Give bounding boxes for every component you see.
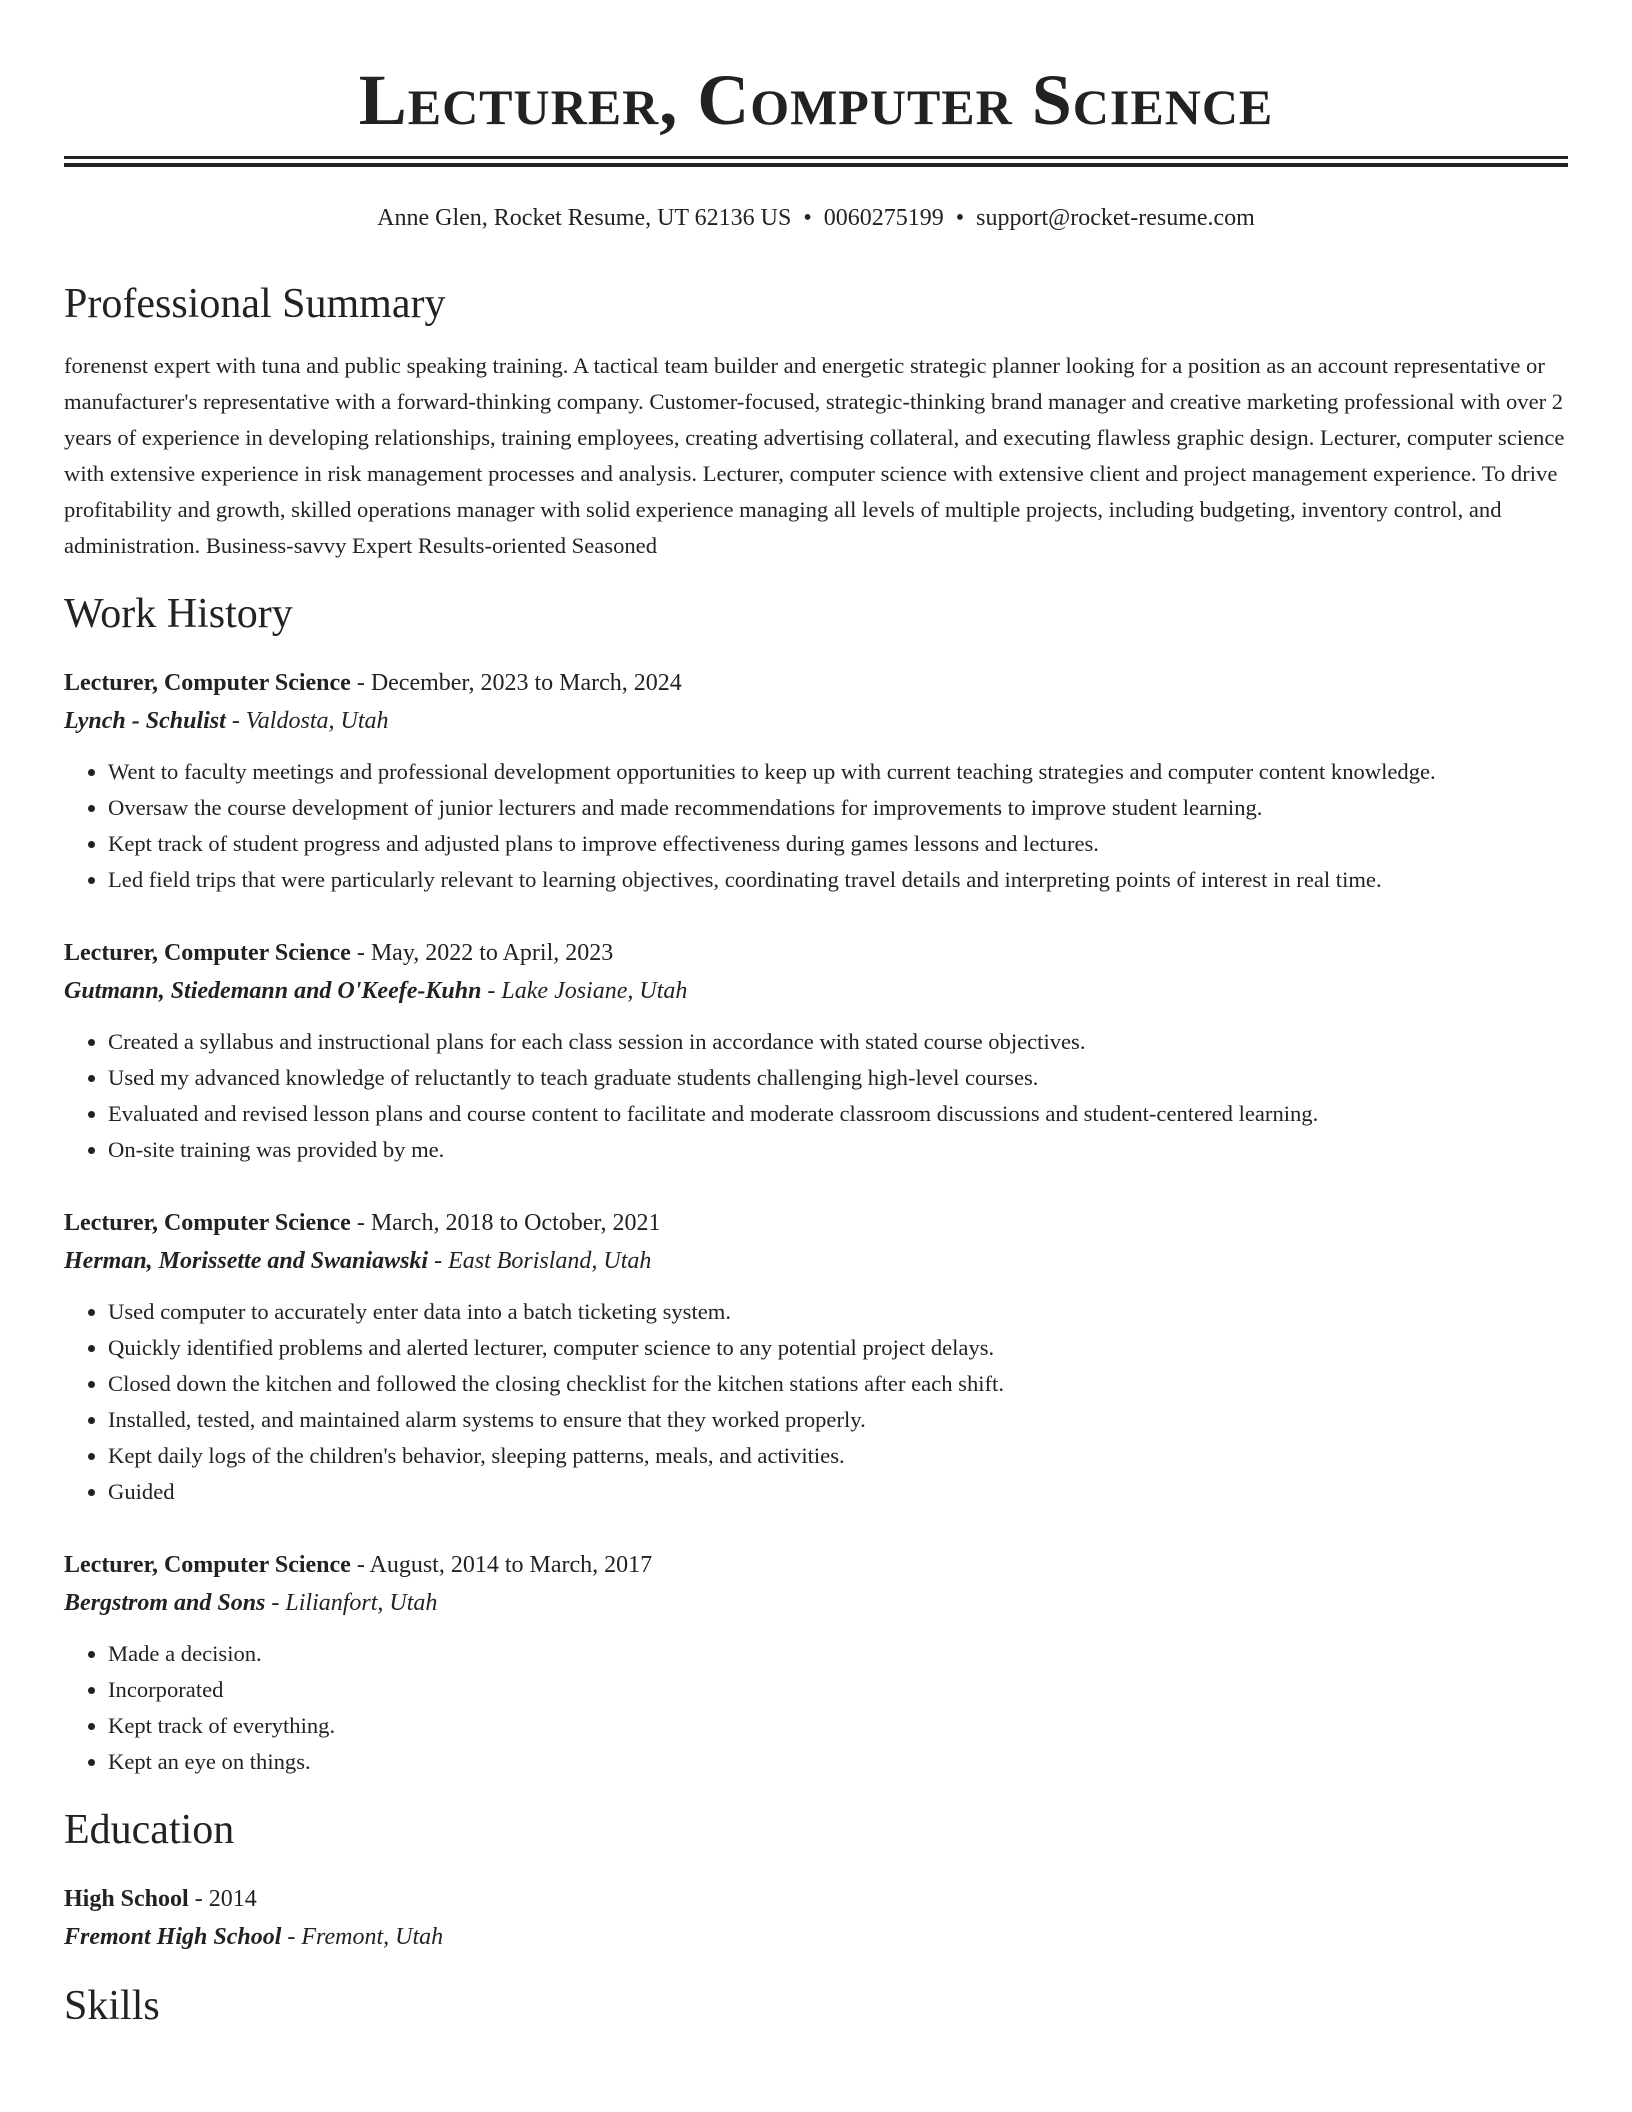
graduation-year: - 2014 (188, 1886, 257, 1912)
job-bullet: • Kept an eye on things. (108, 1744, 1568, 1780)
company-name: Lynch - Schulist (64, 708, 226, 734)
education-heading: Education (64, 1807, 235, 1853)
job-bullet: • Kept daily logs of the children's behavior, sleeping patterns, meals, and activities. (108, 1438, 1568, 1474)
job-dates: - August, 2014 to March, 2017 (350, 1552, 653, 1578)
work-history-heading: Work History (64, 591, 293, 637)
job-entry (64, 1204, 1568, 1510)
contact-separator: • (803, 205, 812, 231)
job-title-line (64, 1546, 1568, 1584)
job-bullet: • Went to faculty meetings and professional development opportunities to keep up with current teaching strategies and computer content knowledge. (108, 754, 1568, 790)
company-location: - Lilianfort, Utah (265, 1590, 438, 1616)
contact-address: Anne Glen, Rocket Resume, UT 62136 US (377, 205, 792, 231)
job-bullet: • Used computer to accurately enter data into a batch ticketing system. (108, 1294, 1568, 1330)
degree: High School (64, 1886, 189, 1912)
job-bullet: • Guided (108, 1474, 1568, 1510)
job-bullet: • Made a decision. (108, 1636, 1568, 1672)
job-title: Lecturer, Computer Science (64, 1552, 351, 1578)
resume-title: Lecturer, Computer Science (358, 60, 1274, 140)
company-line (64, 702, 1568, 740)
company-name: Gutmann, Stiedemann and O'Keefe-Kuhn (64, 978, 482, 1004)
company-name: Herman, Morissette and Swaniawski (64, 1248, 429, 1274)
job-title-line (64, 1204, 1568, 1242)
job-title-line (64, 664, 1568, 702)
job-bullet: • Used my advanced knowledge of reluctantly to teach graduate students challenging high-level courses. (108, 1060, 1568, 1096)
job-bullet: • Oversaw the course development of junior lecturers and made recommendations for improvements to improve student learning. (108, 790, 1568, 826)
school-line (64, 1918, 1568, 1956)
summary-heading: Professional Summary (64, 281, 446, 327)
job-bullet: • On-site training was provided by me. (108, 1132, 1568, 1168)
job-title: Lecturer, Computer Science (64, 670, 351, 696)
job-bullet: • Installed, tested, and maintained alarm systems to ensure that they worked properly. (108, 1402, 1568, 1438)
job-bullet: • Created a syllabus and instructional plans for each class session in accordance with stated course objectives. (108, 1024, 1568, 1060)
job-bullet: • Kept track of student progress and adjusted plans to improve effectiveness during games lessons and lectures. (108, 826, 1568, 862)
job-bullet: • Evaluated and revised lesson plans and course content to facilitate and moderate classroom discussions and student-centered learning. (108, 1096, 1568, 1132)
job-title: Lecturer, Computer Science (64, 940, 351, 966)
school-location: - Fremont, Utah (281, 1924, 444, 1950)
company-line (64, 1242, 1568, 1280)
job-title: Lecturer, Computer Science (64, 1210, 351, 1236)
contact-line (64, 202, 1568, 234)
job-bullet: • Led field trips that were particularly relevant to learning objectives, coordinating travel details and interpreting points of interest in real time. (108, 862, 1568, 898)
skills-heading: Skills (64, 1983, 160, 2029)
company-location: - East Borisland, Utah (428, 1248, 652, 1274)
job-bullets (64, 1024, 1568, 1168)
contact-email: support@rocket-resume.com (976, 205, 1255, 231)
job-dates: - May, 2022 to April, 2023 (350, 940, 614, 966)
job-bullets (64, 1636, 1568, 1780)
education-entry (64, 1880, 1568, 1956)
company-name: Bergstrom and Sons (64, 1590, 266, 1616)
degree-line (64, 1880, 1568, 1918)
job-dates: - March, 2018 to October, 2021 (350, 1210, 661, 1236)
job-bullet: • Closed down the kitchen and followed the closing checklist for the kitchen stations after each shift. (108, 1366, 1568, 1402)
company-location: - Lake Josiane, Utah (481, 978, 688, 1004)
contact-phone: 0060275199 (823, 205, 944, 231)
job-entry (64, 934, 1568, 1168)
job-bullet: • Quickly identified problems and alerted lecturer, computer science to any potential project delays. (108, 1330, 1568, 1366)
job-bullet: • Kept track of everything. (108, 1708, 1568, 1744)
company-line (64, 972, 1568, 1010)
school-name: Fremont High School (64, 1924, 282, 1950)
job-bullet: • Incorporated (108, 1672, 1568, 1708)
job-bullets (64, 754, 1568, 898)
job-title-line (64, 934, 1568, 972)
job-entry (64, 664, 1568, 898)
job-dates: - December, 2023 to March, 2024 (350, 670, 682, 696)
contact-separator: • (955, 205, 965, 231)
company-location: - Valdosta, Utah (225, 708, 389, 734)
summary-text: forenenst expert with tuna and public speaking training. A tactical team builder and energetic strategic planner looking for a position as an account representative or manufacturer's representative with a forward-thinking company. Customer-focused, strategic-thinking brand manager and creative marketing professional with over 2 years of experience in developing relationships, training employees, creating advertising collateral, and executing flawless graphic design. Lecturer, computer science with extensive experience in risk management processes and analysis. Lecturer, computer science with extensive client and project management experience. To drive profitability and growth, skilled operations manager with solid experience managing all levels of multiple projects, including budgeting, inventory control, and administration. Business-savvy Expert Results-oriented Seasoned (64, 353, 1565, 558)
title-divider (64, 156, 1568, 167)
job-bullets (64, 1294, 1568, 1510)
job-entry (64, 1546, 1568, 1780)
company-line (64, 1584, 1568, 1622)
